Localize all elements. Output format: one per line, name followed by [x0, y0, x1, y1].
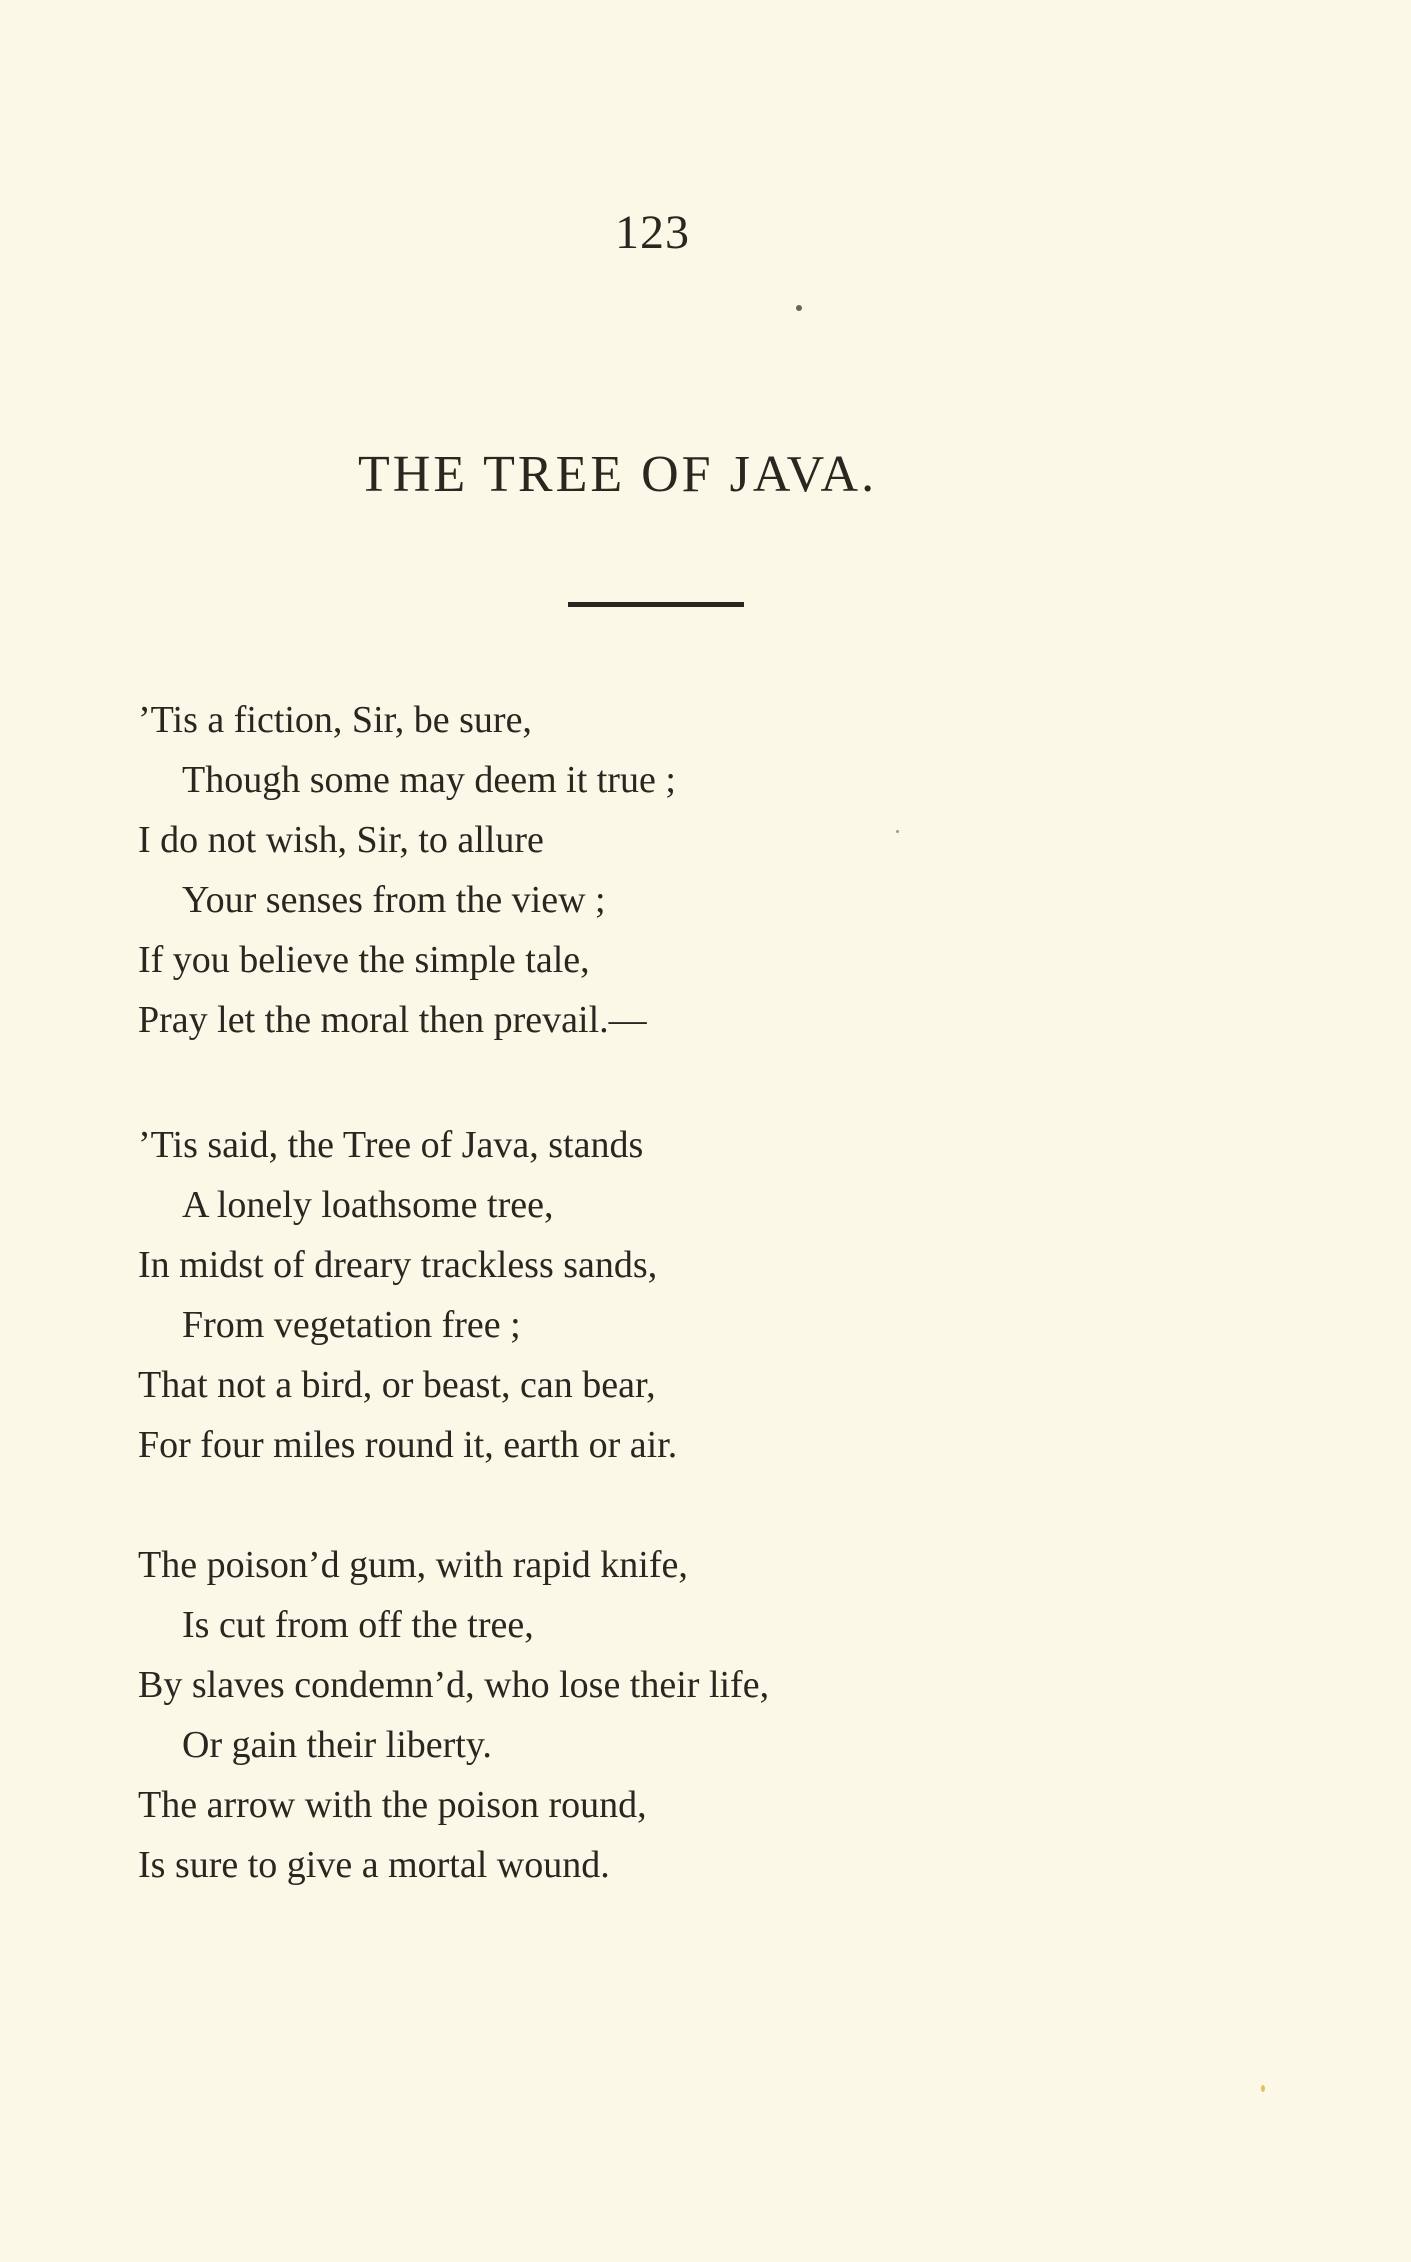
verse-line: The arrow with the poison round,: [138, 1784, 647, 1826]
paper-speck: [796, 305, 802, 311]
title-divider: [568, 602, 744, 607]
verse-line: Pray let the moral then prevail.—: [138, 999, 647, 1041]
verse-line: Or gain their liberty.: [182, 1724, 492, 1766]
stanza: [138, 1115, 1238, 1475]
verse-line: In midst of dreary trackless sands,: [138, 1244, 658, 1286]
verse-line: Is cut from off the tree,: [182, 1604, 534, 1646]
verse-line: From vegetation free ;: [182, 1304, 521, 1346]
verse-line: The poison’d gum, with rapid knife,: [138, 1544, 688, 1586]
verse-line: ’Tis a fiction, Sir, be sure,: [138, 699, 532, 741]
paper-speck: [1261, 2085, 1265, 2092]
verse-line: Though some may deem it true ;: [182, 759, 676, 801]
verse-line: For four miles round it, earth or air.: [138, 1424, 678, 1466]
verse-line: That not a bird, or beast, can bear,: [138, 1364, 656, 1406]
verse-line: By slaves condemn’d, who lose their life,: [138, 1664, 770, 1706]
page-number: 123: [615, 206, 690, 259]
paper-speck: [896, 830, 899, 833]
stanza: [138, 690, 1238, 1050]
stanza: [138, 1535, 1238, 1895]
verse-line: If you believe the simple tale,: [138, 939, 590, 981]
verse-line: Your senses from the view ;: [182, 879, 606, 921]
verse-line: I do not wish, Sir, to allure: [138, 819, 544, 861]
verse-line: ’Tis said, the Tree of Java, stands: [138, 1124, 644, 1166]
poem-title: THE TREE OF JAVA.: [358, 446, 878, 503]
verse-line: Is sure to give a mortal wound.: [138, 1844, 610, 1886]
verse-line: A lonely loathsome tree,: [182, 1184, 554, 1226]
